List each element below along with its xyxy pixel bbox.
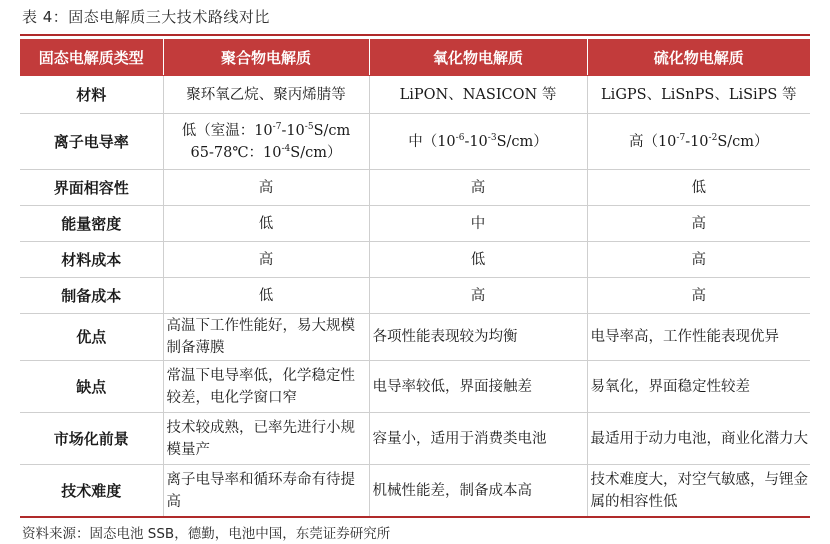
cell-polymer-prep-cost: 低 — [163, 278, 369, 314]
header-type: 固态电解质类型 — [20, 39, 163, 76]
cell-sulfide-material-cost: 高 — [587, 242, 810, 278]
table-row — [20, 242, 810, 278]
cell-sulfide-interface: 低 — [587, 170, 810, 206]
table-row — [20, 170, 810, 206]
table-row — [20, 413, 810, 465]
source-note: 资料来源：固态电池 SSB，德勤，电池中国，东莞证券研究所 — [22, 526, 391, 542]
cell-sulfide-conductivity: 高$(10^{-7}-10^{-2}S/cm)$ — [587, 114, 810, 170]
row-label-material: 材料 — [20, 76, 163, 114]
row-label-advantages: 优点 — [20, 314, 163, 361]
cell-polymer-drawbacks: 常温下电导率低，化学稳定性较差，电化学窗口窄 — [163, 361, 369, 413]
header-polymer: 聚合物电解质 — [163, 39, 369, 76]
row-label-material-cost: 材料成本 — [20, 242, 163, 278]
cell-oxide-conductivity: 中$(10^{-6}-10^{-3}S/cm)$ — [369, 114, 587, 170]
conductivity-line-1: 低（室温：$10^{-7}-10^{-5}S/cm$ — [181, 121, 351, 139]
header-sulfide: 硫化物电解质 — [587, 39, 810, 76]
table-row — [20, 361, 810, 413]
cell-polymer-material: 聚环氧乙烷、聚丙烯腈等 — [163, 76, 369, 114]
cell-polymer-market: 技术较成熟，已率先进行小规模量产 — [163, 413, 369, 465]
cell-sulfide-material: LiGPS、LiSnPS、LiSiPS 等 — [587, 76, 810, 114]
top-rule — [20, 34, 810, 36]
table-title: 表 4：固态电解质三大技术路线对比 — [22, 8, 270, 26]
cell-oxide-advantages: 各项性能表现较为均衡 — [369, 314, 587, 361]
cell-polymer-conductivity — [163, 114, 369, 170]
cell-sulfide-drawbacks: 易氧化，界面稳定性较差 — [587, 361, 810, 413]
header-oxide: 氧化物电解质 — [369, 39, 587, 76]
table-row — [20, 465, 810, 518]
table-row — [20, 278, 810, 314]
cell-polymer-interface: 高 — [163, 170, 369, 206]
cell-oxide-energy: 中 — [369, 206, 587, 242]
cell-polymer-advantages: 高温下工作性能好，易大规模制备薄膜 — [163, 314, 369, 361]
cell-polymer-energy: 低 — [163, 206, 369, 242]
row-label-market: 市场化前景 — [20, 413, 163, 465]
cell-oxide-material-cost: 低 — [369, 242, 587, 278]
cell-oxide-prep-cost: 高 — [369, 278, 587, 314]
cell-sulfide-advantages: 电导率高，工作性能表现优异 — [587, 314, 810, 361]
row-label-prep-cost: 制备成本 — [20, 278, 163, 314]
cell-sulfide-market: 最适用于动力电池，商业化潜力大 — [587, 413, 810, 465]
header-row — [20, 39, 810, 76]
table-row — [20, 114, 810, 170]
row-label-difficulty: 技术难度 — [20, 465, 163, 518]
cell-oxide-market: 容量小，适用于消费类电池 — [369, 413, 587, 465]
comparison-table — [20, 38, 810, 518]
cell-polymer-difficulty: 离子电导率和循环寿命有待提高 — [163, 465, 369, 518]
cell-oxide-drawbacks: 电导率较低，界面接触差 — [369, 361, 587, 413]
cell-oxide-material: LiPON、NASICON 等 — [369, 76, 587, 114]
row-label-interface: 界面相容性 — [20, 170, 163, 206]
table-row — [20, 76, 810, 114]
cell-polymer-material-cost: 高 — [163, 242, 369, 278]
cell-sulfide-difficulty: 技术难度大，对空气敏感，与锂金属的相容性低 — [587, 465, 810, 518]
cell-sulfide-energy: 高 — [587, 206, 810, 242]
cell-sulfide-prep-cost: 高 — [587, 278, 810, 314]
row-label-drawbacks: 缺点 — [20, 361, 163, 413]
cell-oxide-interface: 高 — [369, 170, 587, 206]
table-row — [20, 206, 810, 242]
cell-oxide-difficulty: 机械性能差，制备成本高 — [369, 465, 587, 518]
row-label-energy: 能量密度 — [20, 206, 163, 242]
table-row — [20, 314, 810, 361]
conductivity-line-2: 65-78℃：$10^{-4}S/cm$） — [190, 143, 342, 161]
row-label-conductivity: 离子电导率 — [20, 114, 163, 170]
